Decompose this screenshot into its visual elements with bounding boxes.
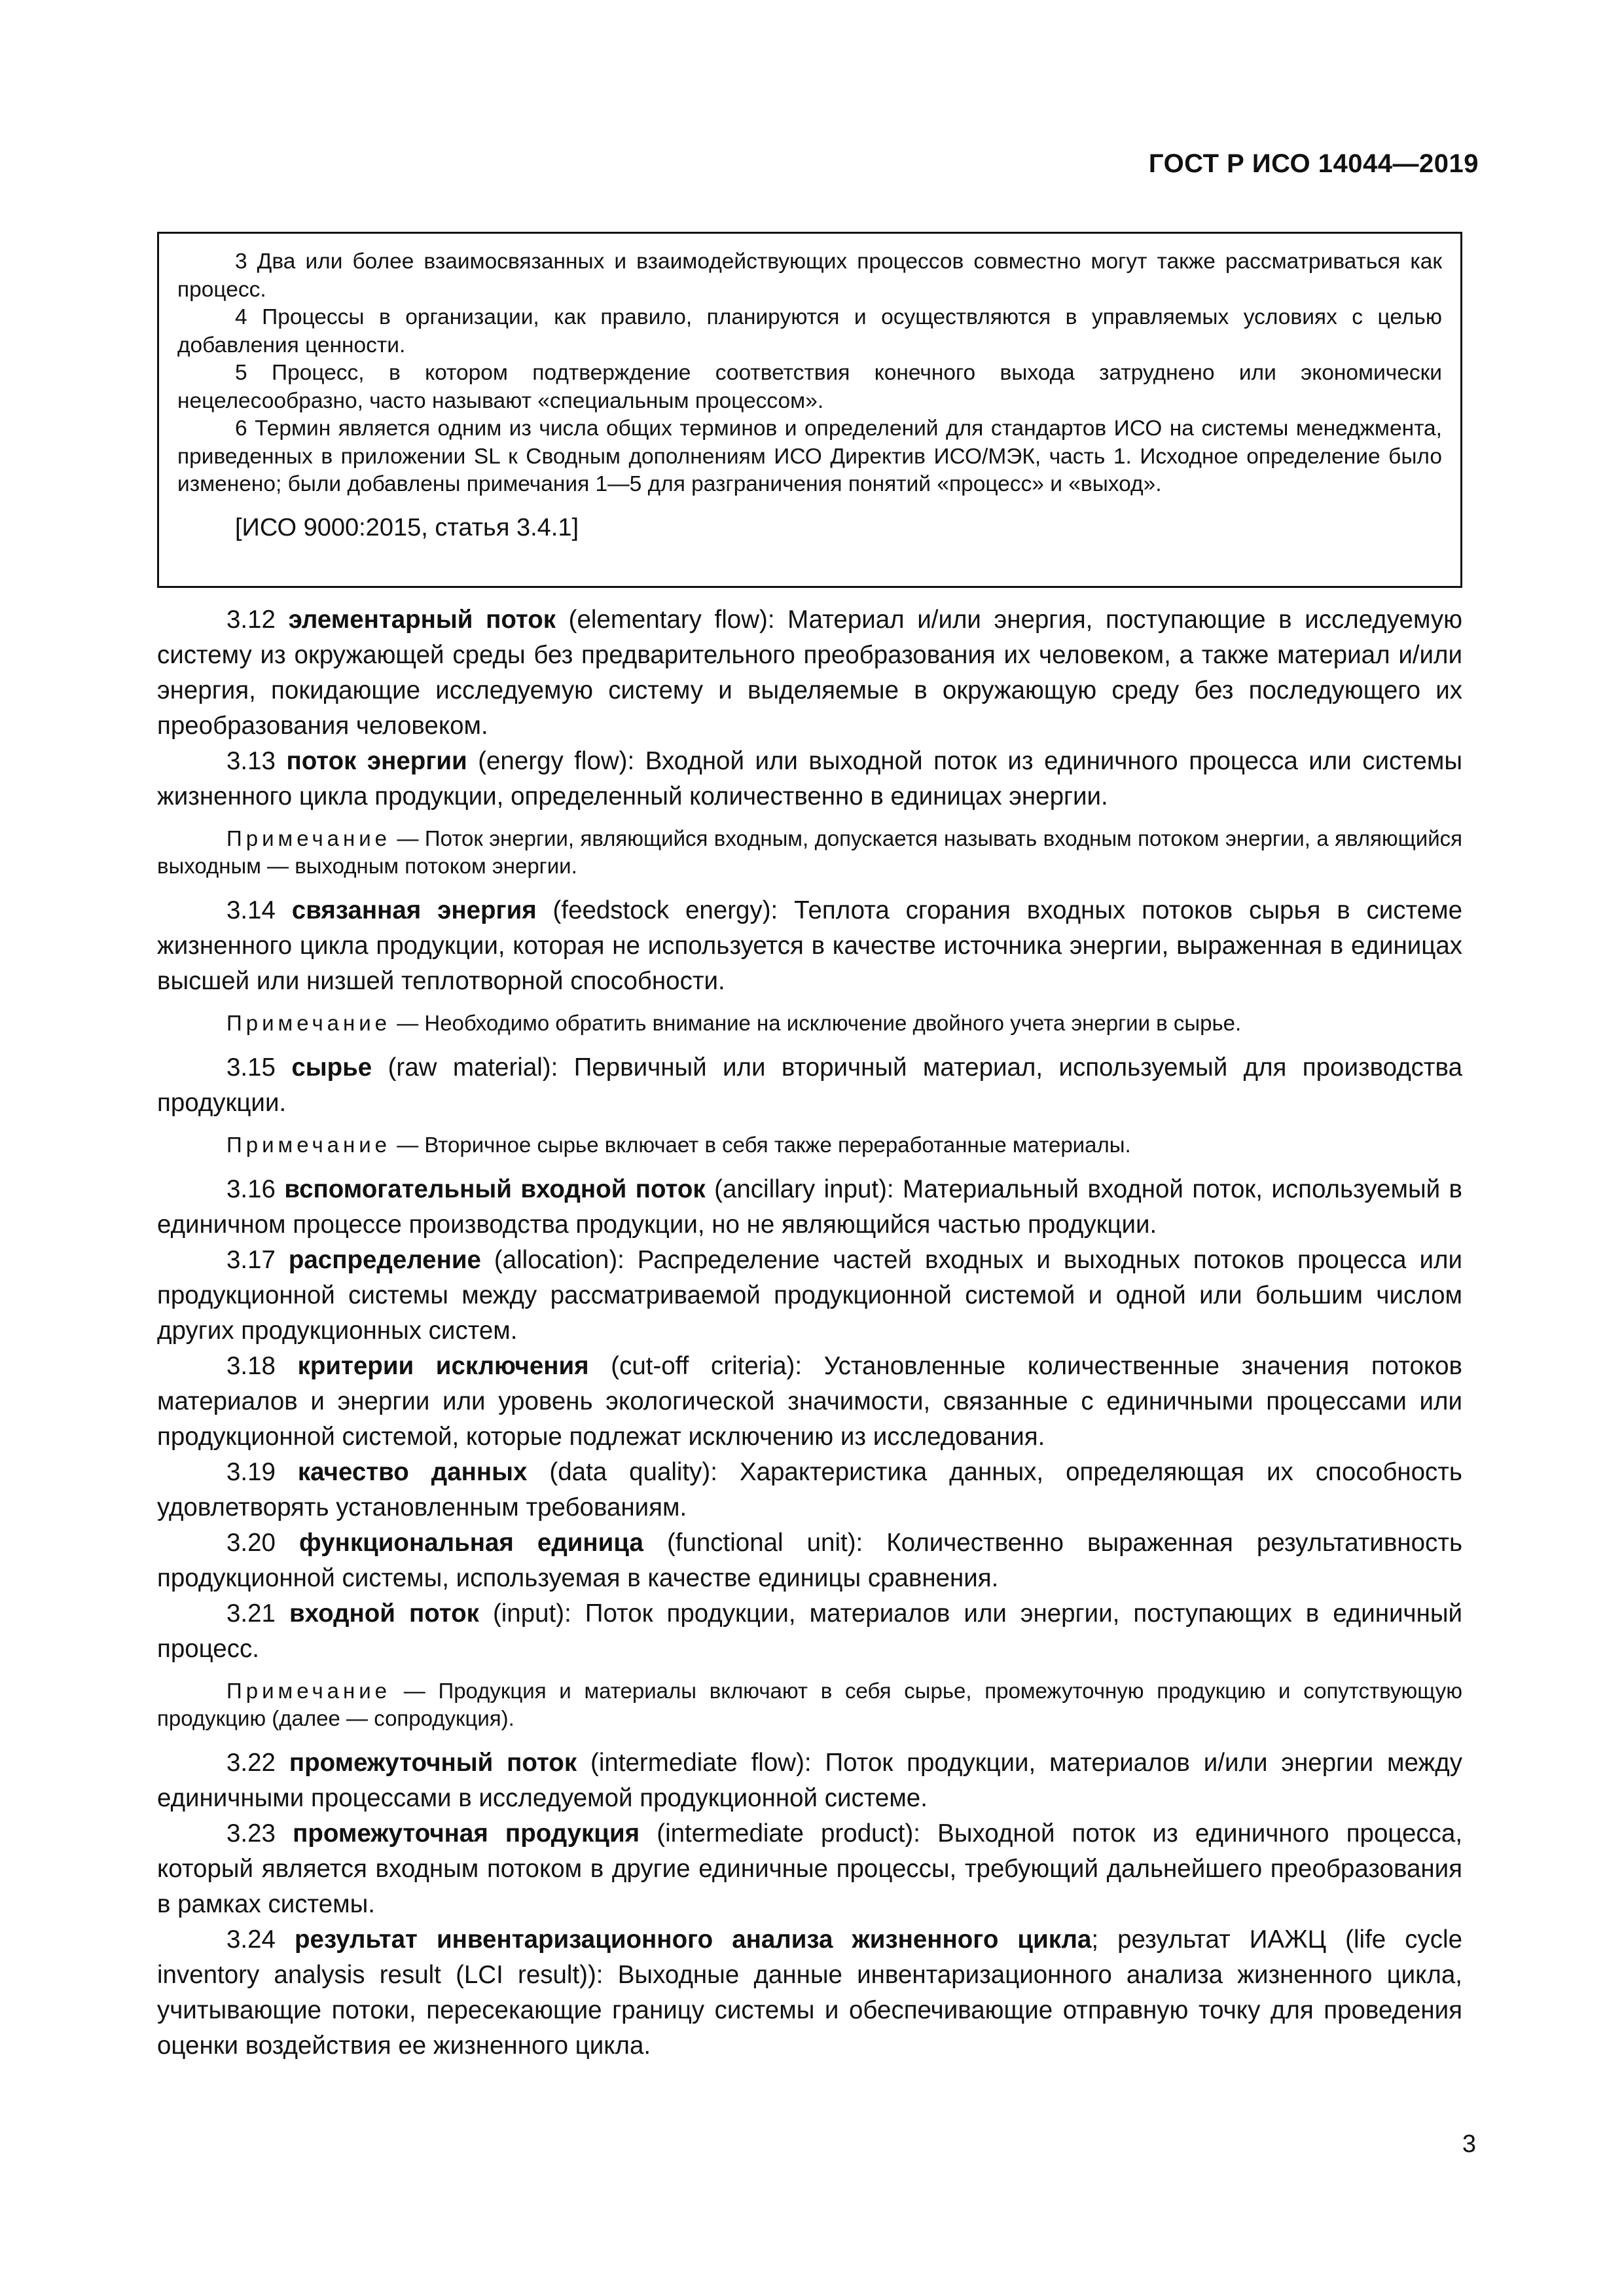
- note-5: 5 Процесс, в котором подтверждение соответствия конечного выхода затруднено или экономически нецелесообразно, часто называют «специальным процессом».: [177, 361, 1442, 413]
- term-number: 3.19: [226, 1458, 276, 1486]
- term-3-18: [157, 1349, 1462, 1455]
- note-source: [ИСО 9000:2015, статья 3.4.1]: [235, 513, 579, 541]
- term-name: входной поток: [289, 1599, 479, 1628]
- term-3-21: [157, 1596, 1462, 1667]
- term-name: распределение: [288, 1246, 481, 1274]
- term-3-24: [157, 1922, 1462, 2064]
- term-note-3-14: [157, 1010, 1462, 1037]
- term-definition: Первичный или вторичный материал, используемый для производства продукции.: [157, 1053, 1462, 1117]
- term-number: 3.14: [226, 896, 276, 924]
- term-3-16: [157, 1172, 1462, 1243]
- term-english: (cut-off criteria):: [611, 1352, 803, 1380]
- term-definition: Количественно выраженная результативность продукционной системы, используемая в качестве единицы сравнения.: [157, 1529, 1463, 1592]
- note-3: 3 Два или более взаимосвязанных и взаимодействующих процессов совместно могут также рассматриваться как процесс.: [177, 249, 1442, 302]
- term-number: 3.15: [226, 1053, 276, 1082]
- term-english: (raw material):: [388, 1053, 558, 1082]
- term-definition: Выходные данные инвентаризационного анализа жизненного цикла, учитывающие потоки, пересекающие границу системы и обеспечивающие отправную точку для проведения оценки воздействия ее жизненного цикла.: [157, 1961, 1462, 2060]
- note-4: 4 Процессы в организации, как правило, планируются и осуществляются в управляемых условиях с целью добавления ценности.: [177, 305, 1442, 357]
- term-definition: Входной или выходной поток из единичного процесса или системы жизненного цикла продукции, определенный количественно в единицах энергии.: [157, 747, 1463, 811]
- term-3-20: [157, 1525, 1462, 1596]
- term-number: 3.13: [226, 747, 276, 775]
- term-name: промежуточная продукция: [293, 1819, 640, 1848]
- term-note-3-15: [157, 1131, 1462, 1159]
- term-3-14: [157, 893, 1462, 999]
- term-name: функциональная единица: [298, 1529, 643, 1557]
- term-english: (data quality):: [549, 1458, 717, 1486]
- term-name: элементарный поток: [288, 606, 556, 634]
- term-english: (energy flow):: [478, 747, 635, 775]
- term-number: 3.12: [226, 606, 276, 634]
- term-definition: Характеристика данных, определяющая их способность удовлетворять установленным требованиям.: [157, 1458, 1462, 1522]
- term-3-19: [157, 1455, 1462, 1525]
- term-name: вспомогательный входной поток: [284, 1175, 706, 1203]
- term-number: 3.21: [226, 1599, 276, 1628]
- note-label: Примечание: [226, 1011, 391, 1035]
- term-definition: Поток продукции, материалов или энергии, поступающих в единичный процесс.: [157, 1599, 1463, 1663]
- note-label: Примечание: [226, 1679, 391, 1703]
- term-number: 3.20: [226, 1529, 276, 1557]
- term-english: ; результат ИАЖЦ (life cycle inventory analysis result (LCI result)):: [157, 1925, 1462, 1989]
- term-english: (elementary flow):: [568, 606, 775, 634]
- note-6: 6 Термин является одним из числа общих терминов и определений для стандартов ИСО на системы менеджмента, приведенных в приложении SL к Сводным дополнениям ИСО Директив ИСО/МЭК, часть 1. Исходное определение было изменено; были добавлены примечания 1—5 для разграничения понятий «процесс» и «выход».: [177, 416, 1442, 496]
- term-note-3-13: [157, 825, 1462, 880]
- standard-header: ГОСТ Р ИСО 14044—2019: [1148, 149, 1479, 178]
- term-number: 3.18: [226, 1352, 276, 1380]
- terms-body: [157, 602, 1462, 2064]
- term-name: качество данных: [297, 1458, 528, 1486]
- note-text: — Необходимо обратить внимание на исключение двойного учета энергии в сырье.: [397, 1011, 1242, 1035]
- note-text: — Поток энергии, являющийся входным, допускается называть входным потоком энергии, а являющийся выходным — выходным потоком энергии.: [157, 826, 1463, 878]
- term-name: критерии исключения: [297, 1352, 589, 1380]
- term-3-12: [157, 602, 1462, 744]
- term-definition: Теплота сгорания входных потоков сырья в системе жизненного цикла продукции, которая не используется в качестве источника энергии, выраженная в единицах высшей или низшей теплотворной способности.: [157, 896, 1462, 995]
- term-number: 3.17: [226, 1246, 276, 1274]
- note-text: — Вторичное сырье включает в себя также переработанные материалы.: [397, 1133, 1131, 1157]
- term-name: результат инвентаризационного анализа жизненного цикла: [295, 1925, 1092, 1954]
- term-3-17: [157, 1243, 1462, 1349]
- term-definition: Установленные количественные значения потоков материалов и энергии или уровень экологической значимости, связанные с единичными процессами или продукционной системой, которые подлежат исключению из исследования.: [157, 1352, 1462, 1451]
- note-label: Примечание: [226, 826, 391, 850]
- term-number: 3.22: [226, 1749, 276, 1777]
- term-definition: Материальный входной поток, используемый в единичном процессе производства продукции, но не являющийся частью продукции.: [157, 1175, 1463, 1239]
- term-english: (input):: [492, 1599, 571, 1628]
- term-english: (allocation):: [494, 1246, 624, 1274]
- term-name: сырье: [291, 1053, 372, 1082]
- term-english: (feedstock energy):: [552, 896, 778, 924]
- term-english: (intermediate flow):: [590, 1749, 812, 1777]
- term-definition: Поток продукции, материалов и/или энергии между единичными процессами в исследуемой продукционной системе.: [157, 1749, 1462, 1812]
- term-number: 3.24: [226, 1925, 276, 1954]
- term-english: (ancillary input):: [714, 1175, 894, 1203]
- term-name: промежуточный поток: [289, 1749, 577, 1777]
- term-3-23: [157, 1816, 1462, 1922]
- term-definition: Выходной поток из единичного процесса, который является входным потоком в другие единичные процессы, требующий дальнейшего преобразования в рамках системы.: [157, 1819, 1463, 1918]
- term-3-15: [157, 1050, 1462, 1121]
- term-3-22: [157, 1745, 1462, 1816]
- note-label: Примечание: [226, 1133, 391, 1157]
- term-definition: Материал и/или энергия, поступающие в исследуемую систему из окружающей среды без предварительного преобразования их человеком, а также материал и/или энергия, покидающие исследуемую систему и выделяемые в окружающую среду без последующего их преобразования человеком.: [157, 606, 1462, 740]
- page-number: 3: [1462, 2130, 1476, 2158]
- term-name: поток энергии: [286, 747, 467, 775]
- term-english: (intermediate product):: [657, 1819, 920, 1848]
- term-name: связанная энергия: [291, 896, 537, 924]
- note-text: — Продукция и материалы включают в себя сырье, промежуточную продукцию и сопутствующую продукцию (далее — сопродукция).: [157, 1679, 1462, 1730]
- term-number: 3.23: [226, 1819, 276, 1848]
- notes-box: [157, 232, 1462, 588]
- term-english: (functional unit):: [666, 1529, 863, 1557]
- term-number: 3.16: [226, 1175, 276, 1203]
- term-3-13: [157, 744, 1462, 814]
- term-note-3-21: [157, 1677, 1462, 1732]
- term-definition: Распределение частей входных и выходных потоков процесса или продукционной системы между рассматриваемой продукционной системой и одной или большим числом других продукционных систем.: [157, 1246, 1462, 1345]
